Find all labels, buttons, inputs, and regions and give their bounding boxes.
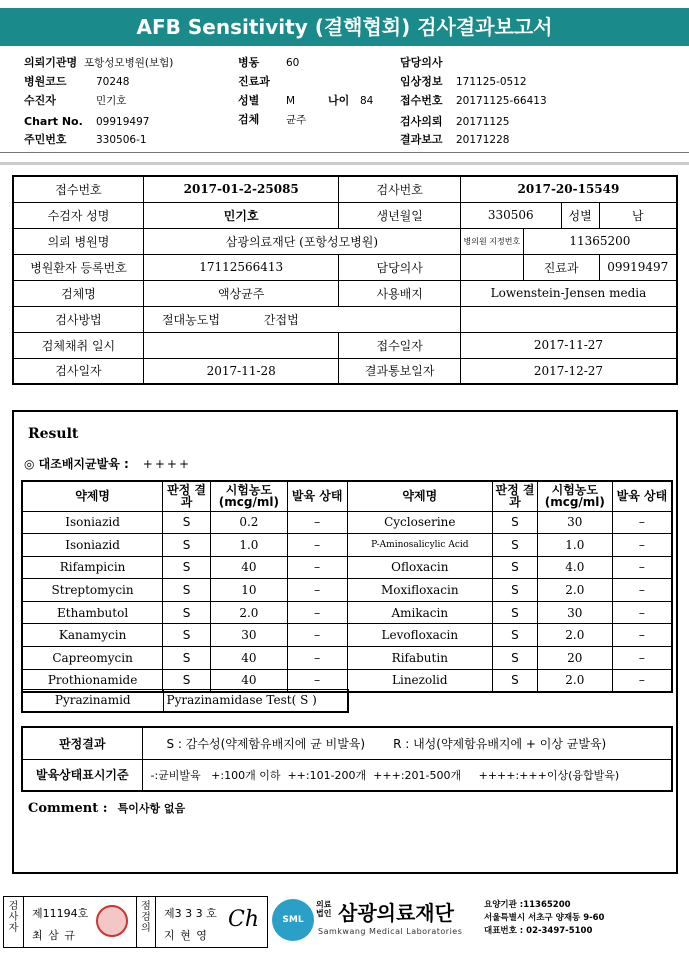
specimen-label: 검체명	[13, 280, 143, 306]
pyr-label: Pyrazinamid	[22, 690, 163, 712]
drug-row	[22, 601, 672, 624]
drug-res: S	[493, 534, 538, 557]
drug-conc: 1.0	[537, 534, 612, 557]
examiner-no: 제11194호	[32, 907, 89, 920]
inst-value: 포항성모병원(보험)	[84, 57, 174, 69]
drug-drug: Isoniazid	[22, 511, 163, 534]
drug-row	[22, 624, 672, 647]
request-label: 검사의뢰	[400, 115, 443, 128]
seal-icon	[96, 905, 128, 937]
drug-header: 약제명	[22, 481, 163, 511]
specimen-value: 액상균주	[143, 280, 338, 306]
sex-value: M	[286, 95, 296, 107]
drug-res: S	[493, 647, 538, 670]
test-no-value: 2017-20-15549	[460, 176, 677, 202]
drug-conc: 4.0	[537, 556, 612, 579]
drug-growth: –	[612, 511, 672, 534]
name-value: 민기호	[143, 202, 338, 228]
drug-conc: 0.2	[210, 511, 287, 534]
drug-row	[22, 556, 672, 579]
drug-conc: 1.0	[210, 534, 287, 557]
drug-header: 판정 결과	[493, 481, 538, 511]
notified-label: 결과통보일자	[339, 358, 460, 384]
drug-res: S	[493, 579, 538, 602]
approver-name: 지 현 영	[164, 929, 208, 942]
report-header	[0, 52, 689, 162]
report-label: 결과보고	[400, 133, 443, 146]
drug-res: S	[493, 669, 538, 692]
drug-drug: Amikacin	[347, 601, 493, 624]
drug-growth: –	[287, 579, 347, 602]
reg-value: 17112566413	[143, 254, 338, 280]
code-label: 병원코드	[24, 75, 67, 88]
comment-label: Comment :	[28, 801, 108, 816]
drug-drug: Isoniazid	[22, 534, 163, 557]
receipt-label: 접수번호	[400, 94, 443, 107]
logo-tag	[316, 900, 331, 918]
drug-growth: –	[612, 556, 672, 579]
drug-res: S	[163, 669, 211, 692]
addr-line: 대표번호 : 02-3497-5100	[484, 926, 593, 936]
reg-label: 병원환자 등록번호	[13, 254, 143, 280]
chart-label: Chart No.	[24, 115, 83, 128]
drug-growth: –	[287, 556, 347, 579]
divider	[0, 162, 689, 165]
drug-drug: Ethambutol	[22, 601, 163, 624]
dob-label: 생년월일	[339, 202, 460, 228]
tested-label: 검사일자	[13, 358, 143, 384]
drug-row	[22, 579, 672, 602]
drug-row	[22, 534, 672, 557]
drug-header: 발육 상태	[612, 481, 672, 511]
examiner-label: 검사자	[4, 897, 24, 947]
approver-no: 제3 3 3 호	[164, 907, 217, 920]
drug-res: S	[163, 647, 211, 670]
name-label: 수검자 성명	[13, 202, 143, 228]
drug-conc: 2.0	[537, 669, 612, 692]
drug-conc: 10	[210, 579, 287, 602]
report-title: AFB Sensitivity (결핵협회) 검사결과보고서	[0, 8, 689, 46]
drug-header: 시험농도 (mcg/ml)	[537, 481, 612, 511]
hospital-code-label: 병의원 지정번호	[460, 228, 523, 254]
drug-row	[22, 511, 672, 534]
approver-label: 점검의	[136, 897, 156, 947]
method1-value: 절대농도법	[161, 312, 220, 327]
drug-res: S	[493, 511, 538, 534]
lab-address	[484, 899, 604, 938]
ward-label: 병동	[238, 56, 260, 69]
drug-conc: 40	[210, 556, 287, 579]
code-value: 70248	[96, 76, 130, 88]
examiner-name: 최 삼 규	[32, 929, 76, 942]
legend-value: -:균비발육 +:100개 이하 ++:101-200개 +++:201-500개 ++++:+++이상(융합발육)	[142, 759, 672, 791]
collect-value	[143, 332, 338, 358]
specimen-label: 검체	[238, 113, 260, 126]
drug-drug: Capreomycin	[22, 647, 163, 670]
drug-drug: Levofloxacin	[347, 624, 493, 647]
sex-label: 성별	[561, 202, 599, 228]
ward-value: 60	[286, 57, 300, 69]
drug-res: S	[163, 624, 211, 647]
growth-label: ◎ 대조배지균발육 :	[24, 457, 129, 471]
dob-value: 330506	[460, 202, 561, 228]
drug-growth: –	[287, 624, 347, 647]
drug-conc: 20	[537, 647, 612, 670]
drug-growth: –	[287, 511, 347, 534]
drug-growth: –	[287, 647, 347, 670]
dept-label: 진료과	[523, 254, 599, 280]
drug-res: S	[163, 556, 211, 579]
drug-res: S	[163, 511, 211, 534]
request-value: 20171125	[456, 116, 510, 128]
signature-box	[3, 896, 268, 948]
lab-logo	[272, 897, 687, 949]
receipt-value: 20171125-66413	[456, 95, 547, 107]
drug-res: S	[493, 624, 538, 647]
clinical-value: 171125-0512	[456, 76, 527, 88]
drug-growth: –	[612, 647, 672, 670]
clinical-label: 임상정보	[400, 75, 443, 88]
doctor-label: 담당의사	[400, 56, 443, 69]
drug-res: S	[163, 579, 211, 602]
pyr-value: Pyrazinamidase Test( S )	[163, 690, 348, 712]
drug-res: S	[163, 534, 211, 557]
drug-drug: Linezolid	[347, 669, 493, 692]
age-label: 나이	[328, 94, 350, 107]
comment-value: 특이사항 없음	[117, 802, 186, 815]
growth-value: ++++	[142, 457, 191, 471]
drug-conc: 30	[537, 601, 612, 624]
age-value: 84	[360, 95, 374, 107]
drug-drug: Rifampicin	[22, 556, 163, 579]
patient-value: 민기호	[96, 95, 127, 107]
drug-drug: P-Aminosalicylic Acid	[347, 534, 493, 557]
specimen-value: 균주	[286, 114, 307, 126]
patient-label: 수진자	[24, 94, 56, 107]
drug-conc: 2.0	[537, 579, 612, 602]
drug-conc: 30	[537, 511, 612, 534]
logo-tag2: 법인	[316, 909, 332, 918]
result-title: Result	[28, 426, 79, 442]
dept-label: 진료과	[238, 75, 270, 88]
drug-res: S	[493, 601, 538, 624]
rrn-label: 주민번호	[24, 133, 67, 146]
drug-conc: 2.0	[210, 601, 287, 624]
drug-res: S	[163, 601, 211, 624]
pyrazinamid-table	[21, 689, 349, 713]
drug-drug: Kanamycin	[22, 624, 163, 647]
drug-drug: Moxifloxacin	[347, 579, 493, 602]
receipt-no-value: 2017-01-2-25085	[143, 176, 338, 202]
drug-header: 발육 상태	[287, 481, 347, 511]
drug-conc: 30	[210, 624, 287, 647]
received-label: 접수일자	[339, 332, 460, 358]
sex-value: 남	[599, 202, 677, 228]
drug-growth: –	[612, 534, 672, 557]
judge-label: 판정결과	[22, 727, 142, 759]
drug-growth: –	[287, 669, 347, 692]
method2-value: 간접법	[263, 312, 299, 327]
drug-drug: Prothionamide	[22, 669, 163, 692]
addr-line: 서울특별시 서초구 양재동 9-60	[484, 913, 605, 923]
logo-tag1: 의료	[316, 900, 332, 909]
logo-name: 삼광의료재단	[338, 901, 454, 925]
method-blank	[460, 306, 677, 332]
divider	[0, 152, 689, 153]
drug-growth: –	[612, 579, 672, 602]
drug-drug: Rifabutin	[347, 647, 493, 670]
control-growth	[24, 455, 191, 472]
test-no-label: 검사번호	[339, 176, 460, 202]
judge-table	[21, 726, 673, 792]
drug-res: S	[493, 556, 538, 579]
legend-label: 발육상태표시기준	[22, 759, 142, 791]
judge-s: S : 감수성(약제함유배지에 균 비발육)	[166, 736, 366, 751]
drug-drug: Cycloserine	[347, 511, 493, 534]
result-box	[12, 410, 678, 874]
info-table	[12, 175, 678, 385]
drug-header: 약제명	[347, 481, 493, 511]
hospital-label: 의뢰 병원명	[13, 228, 143, 254]
method-label: 검사방법	[13, 306, 143, 332]
report-value: 20171228	[456, 134, 510, 146]
drug-growth: –	[612, 624, 672, 647]
doctor-label: 담당의사	[339, 254, 460, 280]
drug-growth: –	[287, 534, 347, 557]
received-value: 2017-11-27	[460, 332, 677, 358]
collect-label: 검체채취 일시	[13, 332, 143, 358]
drug-conc: 2.0	[537, 624, 612, 647]
sml-logo-icon: SML	[272, 899, 314, 941]
hospital-value: 삼광의료재단 (포항성모병원)	[143, 228, 460, 254]
drug-table	[21, 480, 673, 693]
drug-conc: 40	[210, 669, 287, 692]
drug-growth: –	[612, 601, 672, 624]
comment	[28, 800, 185, 816]
chart-value: 09919497	[96, 116, 150, 128]
notified-value: 2017-12-27	[460, 358, 677, 384]
drug-header: 시험농도 (mcg/ml)	[210, 481, 287, 511]
medium-value: Lowenstein-Jensen media	[460, 280, 677, 306]
medium-label: 사용배지	[339, 280, 460, 306]
tested-value: 2017-11-28	[143, 358, 338, 384]
rrn-value: 330506-1	[96, 134, 147, 146]
drug-header: 판정 결과	[163, 481, 211, 511]
drug-growth: –	[287, 601, 347, 624]
dept-value: 09919497	[599, 254, 677, 280]
drug-row	[22, 647, 672, 670]
addr-line: 요양기관 :11365200	[484, 900, 571, 910]
signature-icon: Ch	[228, 907, 260, 932]
hospital-code-value: 11365200	[523, 228, 677, 254]
drug-growth: –	[612, 669, 672, 692]
logo-eng: Samkwang Medical Laboratories	[318, 927, 463, 936]
doctor-value	[460, 254, 523, 280]
judge-r: R : 내성(약제함유배지에 + 이상 균발육)	[393, 736, 607, 751]
drug-drug: Streptomycin	[22, 579, 163, 602]
inst-label: 의뢰기관명	[24, 56, 78, 69]
receipt-no-label: 접수번호	[13, 176, 143, 202]
drug-conc: 40	[210, 647, 287, 670]
sex-label: 성별	[238, 94, 260, 107]
drug-drug: Ofloxacin	[347, 556, 493, 579]
